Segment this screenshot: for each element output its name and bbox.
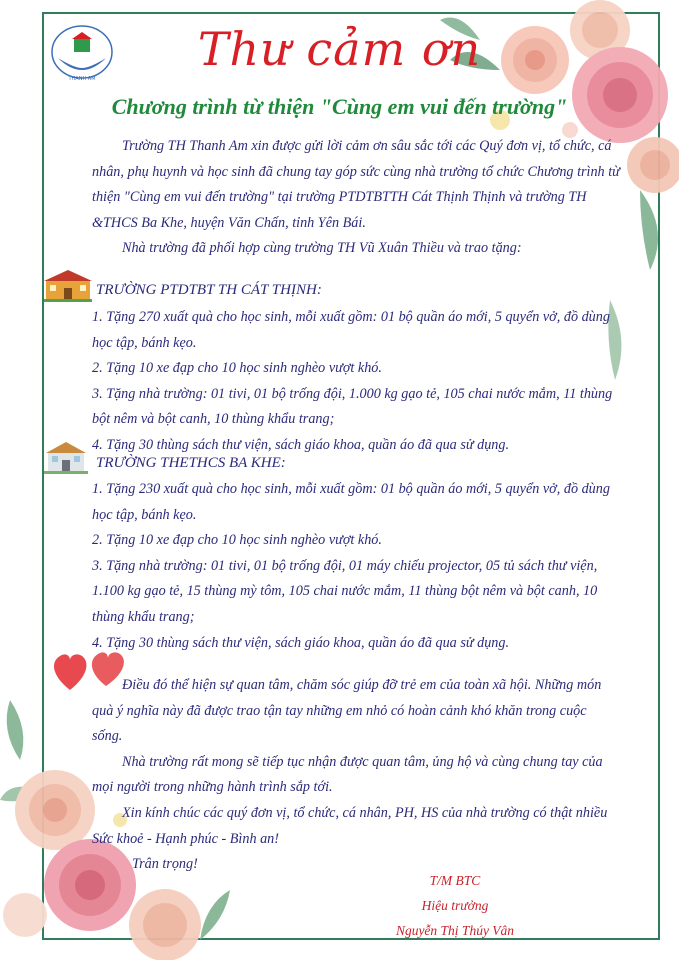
page-subtitle: Chương trình từ thiện "Cùng em vui đến trường"	[111, 94, 568, 119]
signature-block	[380, 868, 530, 943]
closing-regards: Trân trọng!	[132, 856, 198, 873]
list-cat-thinh	[92, 305, 620, 459]
list-item: 3. Tặng nhà trường: 01 tivi, 01 bộ trống đội, 1.000 kg gạo tẻ, 105 chai nước mắm, 11 thùng bột nêm và bột canh, 10 thùng khẩu trang;	[92, 385, 613, 428]
closing-paragraph-2: Nhà trường rất mong sẽ tiếp tục nhận được quan tâm, ủng hộ và cùng chung tay của mọi người trong những hành trình sắp tới.	[92, 753, 603, 796]
list-item: 1. Tặng 230 xuất quà cho học sinh, mỗi xuất gồm: 01 bộ quần áo mới, 5 quyển vở, đồ dùng học tập, bánh kẹo.	[92, 481, 610, 523]
school-building-icon	[44, 268, 92, 302]
section-heading-cat-thinh: TRƯỜNG PTDTBT TH CÁT THỊNH:	[96, 282, 322, 298]
section-heading-ba-khe: TRƯỜNG THETHCS BA KHE:	[96, 455, 286, 471]
closing-paragraph-1: Điều đó thể hiện sự quan tâm, chăm sóc giúp đỡ trẻ em của toàn xã hội. Những món quà ý nghĩa này đã được trao tận tay những em nhỏ có hoàn cảnh khó khăn trong cuộc sống.	[92, 677, 602, 745]
list-item: 3. Tặng nhà trường: 01 tivi, 01 bộ trống đội, 01 máy chiếu projector, 05 tủ sách thư viện, 1.100 kg gạo tẻ, 15 thùng mỳ tôm, 105 chai nước mắm, 11 thùng bột nêm và bột canh, 10 thùng khẩu trang;	[92, 557, 598, 625]
signature-org: T/M BTC	[429, 873, 481, 888]
intro-paragraph-2: Nhà trường đã phối hợp cùng trường TH Vũ Xuân Thiều và trao tặng:	[122, 240, 522, 257]
schoolhouse-icon	[44, 440, 88, 474]
signature-name: Nguyễn Thị Thúy Vân	[395, 923, 515, 938]
svg-text:THANH AM: THANH AM	[68, 76, 96, 82]
page-title: Thư cảm ơn	[197, 22, 482, 76]
signature-role: Hiệu trưởng	[421, 898, 489, 913]
list-item: 4. Tặng 30 thùng sách thư viện, sách giáo khoa, quần áo đã qua sử dụng.	[92, 634, 510, 651]
list-item: 2. Tặng 10 xe đạp cho 10 học sinh nghèo vượt khó.	[92, 360, 382, 377]
list-ba-khe	[92, 477, 620, 656]
list-item: 4. Tặng 30 thùng sách thư viện, sách giáo khoa, quần áo đã qua sử dụng.	[92, 436, 510, 453]
intro-text	[92, 134, 620, 262]
intro-paragraph-1: Trường TH Thanh Am xin được gửi lời cảm ơn sâu sắc tới các Quý đơn vị, tổ chức, cá nhân, phụ huynh và học sinh đã chung tay góp sức cùng nhà trường tổ chức Chương trình từ thiện "Cùng em vui đến trường" tại trường PTDTBTTH Cát Thịnh Thịnh và trường TH &THCS Ba Khe, huyện Văn Chấn, tỉnh Yên Bái.	[92, 138, 620, 231]
list-item: 2. Tặng 10 xe đạp cho 10 học sinh nghèo vượt khó.	[92, 532, 382, 549]
list-item: 1. Tặng 270 xuất quà cho học sinh, mỗi xuất gồm: 01 bộ quần áo mới, 5 quyển vở, đồ dùng học tập, bánh kẹo.	[92, 309, 610, 351]
closing-text	[92, 673, 620, 878]
closing-paragraph-3: Xin kính chúc các quý đơn vị, tổ chức, cá nhân, PH, HS của nhà trường có thật nhiều Sức khoẻ - Hạnh phúc - Bình an!	[92, 804, 608, 847]
